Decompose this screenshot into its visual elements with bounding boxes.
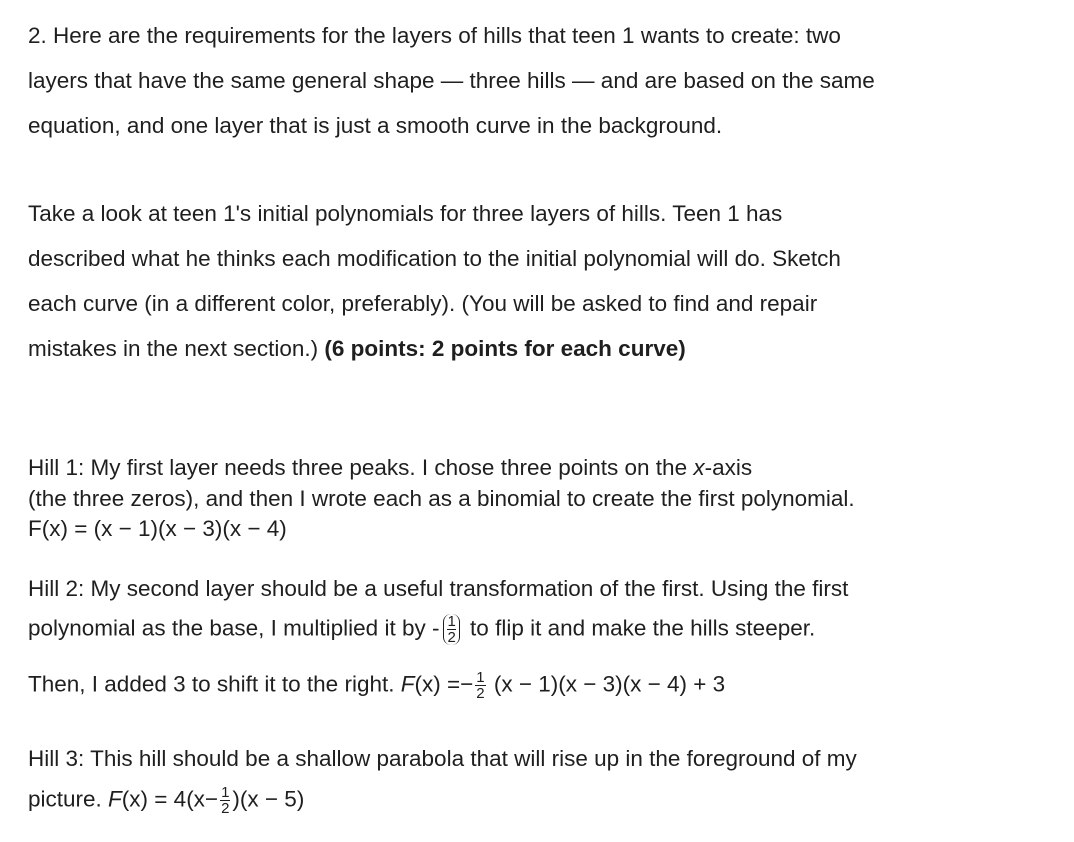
instruction-line-4 [28,335,686,362]
hill2-eq-frac-den: 2 [476,685,485,702]
hill2-line-1: Hill 2: My second layer should be a useful transformation of the first. Using the first [28,576,849,601]
hill2-line-3 [28,670,725,701]
instruction-line-1: Take a look at teen 1's initial polynomials for three layers of hills. Teen 1 has [28,201,783,226]
hill2-line-2 [28,614,815,645]
hill3-eq-fraction [220,785,230,816]
hill2-eq-frac-num: 1 [476,669,485,686]
hill1-x-variable: x [693,455,705,480]
intro-line-1: 2. Here are the requirements for the layers of hills that teen 1 wants to create: two [28,23,841,48]
intro-line-3: equation, and one layer that is just a smooth curve in the background. [28,113,723,138]
hill2-line-2b: to flip it and make the hills steeper. [463,615,816,641]
hill3-eq-frac-num: 1 [221,784,230,801]
hill3-line-2 [28,785,304,816]
hill3-eq-arg: (x) = 4(x− [121,786,219,812]
hill2-fraction [443,614,459,645]
hill2-eq-arg: (x) =− [414,671,474,697]
hill1-line-1a: Hill 1: My first layer needs three peaks. I chose three points on the [28,455,694,480]
hill2-frac-num: 1 [447,613,456,630]
hill2-eq-fraction [475,670,485,701]
hill3-eq-func: F [108,786,122,812]
hill1-line-1b: -axis [704,455,753,480]
hill1-line-1 [28,454,752,481]
hill2-eq-rest: (x − 1)(x − 3)(x − 4) + 3 [487,671,726,697]
points-note: (6 points: 2 points for each curve) [324,336,686,361]
hill3-eq-rest: )(x − 5) [232,786,305,812]
instruction-line-4-text: mistakes in the next section.) [28,336,319,361]
hill1-equation: F(x) = (x − 1)(x − 3)(x − 4) [28,516,287,541]
hill3-line-1: Hill 3: This hill should be a shallow parabola that will rise up in the foreground of my [28,746,857,771]
hill2-line-2a: polynomial as the base, I multiplied it by - [28,615,440,641]
hill2-line-3a: Then, I added 3 to shift it to the right. [28,671,401,697]
instruction-line-2: described what he thinks each modification to the initial polynomial will do. Sketch [28,246,841,271]
intro-line-2: layers that have the same general shape — three hills — and are based on the same [28,68,875,93]
hill3-line-2a: picture. [28,786,109,812]
hill2-frac-den: 2 [447,629,456,646]
hill1-line-2: (the three zeros), and then I wrote each as a binomial to create the first polynomial. [28,486,855,511]
hill3-eq-frac-den: 2 [221,800,230,817]
instruction-line-3: each curve (in a different color, preferably). (You will be asked to find and repair [28,291,818,316]
hill2-eq-func: F [400,671,415,697]
